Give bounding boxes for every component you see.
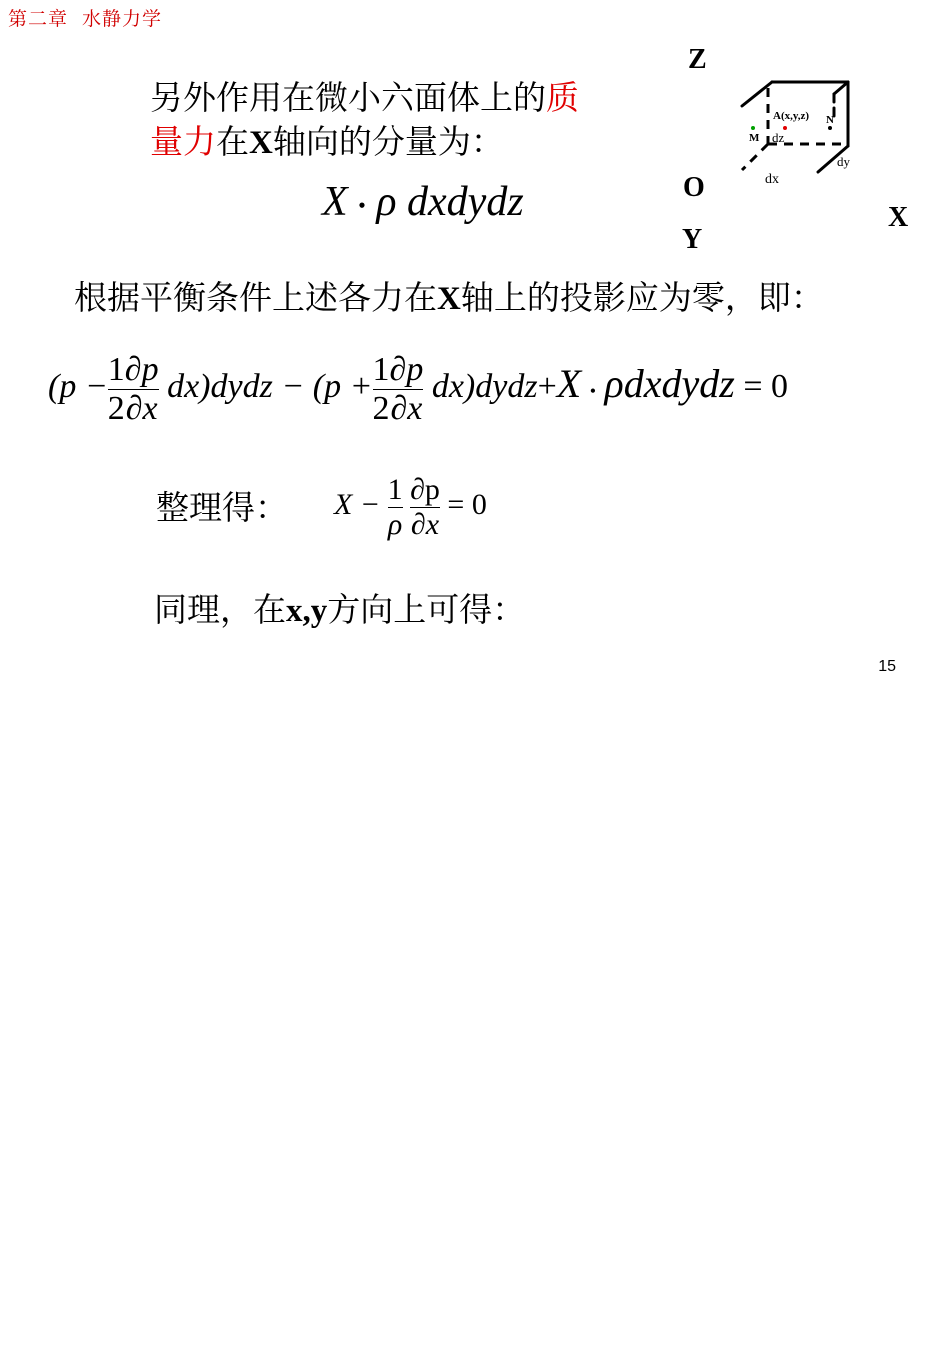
intro-text-2a: 在 (216, 122, 249, 161)
balance-text-1: 根据平衡条件上述各力在 (74, 278, 437, 317)
chapter-number: 第二章 (8, 8, 69, 30)
formula-rho: ρ (376, 179, 397, 225)
eq-plus: + (537, 367, 557, 405)
similarly-text-2: 方向上可得： (327, 590, 526, 629)
simplified-equation (334, 474, 487, 540)
eq-differentials: dxdydz (623, 360, 735, 406)
eq-partial-1-den: ∂x (125, 389, 158, 427)
formula-dot: • (358, 192, 366, 218)
eq-dot: • (589, 380, 597, 401)
eq-x: X (556, 360, 582, 406)
eq-half-1-num: 1 (107, 351, 125, 388)
point-m-label: M (749, 132, 760, 144)
formula-differentials: dxdydz (407, 179, 524, 225)
axis-y-label: Y (682, 224, 703, 255)
mass-force-formula (322, 178, 524, 226)
dz-label: dz (772, 130, 785, 145)
similarly-sentence (154, 586, 525, 635)
eq-partial-2-den: ∂x (390, 389, 423, 427)
dy-label: dy (837, 154, 850, 169)
eq-middle-term: dx)dydz − (p + (167, 367, 373, 405)
eq-partial-2-num: ∂p (389, 351, 424, 388)
chapter-title: 水静力学 (82, 8, 163, 30)
simp-partial-num: ∂p (410, 473, 440, 506)
intro-x-axis: X (249, 125, 273, 161)
intro-highlight-1: 质 (546, 78, 579, 117)
chapter-header (8, 4, 162, 31)
axis-z-label: Z (688, 44, 707, 75)
axis-x-label: X (888, 202, 909, 233)
eq-half-1 (108, 352, 125, 426)
equilibrium-equation (48, 352, 788, 426)
intro-line-2 (150, 118, 504, 167)
simp-inverse-rho-num: 1 (387, 473, 403, 506)
intro-highlight-2: 量力 (150, 122, 216, 161)
hexahedron-diagram (680, 40, 930, 265)
eq-partial-1-num: ∂p (124, 351, 159, 388)
balance-x-axis: X (437, 281, 461, 317)
simp-partial-den: ∂x (410, 507, 440, 541)
intro-text-2b: 轴向的分量为： (272, 122, 504, 161)
eq-half-2-num: 1 (372, 351, 390, 388)
eq-open-term: (p − (48, 367, 108, 405)
similarly-axes: x,y (286, 593, 328, 629)
simplified-label: 整理得： (156, 488, 288, 527)
simp-inverse-rho (388, 474, 403, 540)
balance-sentence (74, 274, 824, 323)
formula-x: X (322, 179, 348, 225)
dx-label: dx (765, 172, 779, 187)
eq-half-2-den: 2 (372, 389, 390, 427)
intro-line-1 (150, 74, 579, 122)
balance-text-2: 轴上的投影应为零，即： (460, 278, 824, 317)
eq-equals-zero: = 0 (743, 367, 788, 405)
page-number: 15 (878, 658, 896, 675)
axis-o-label: O (683, 172, 705, 203)
simp-equals-zero: = 0 (447, 487, 487, 521)
eq-rho: ρ (604, 360, 624, 406)
eq-half-2 (373, 352, 390, 426)
eq-partial-2 (390, 352, 424, 426)
simp-inverse-rho-den: ρ (387, 507, 403, 541)
simp-x: X − (334, 487, 381, 521)
eq-partial-1 (125, 352, 159, 426)
simp-partial (410, 474, 440, 540)
intro-text-1: 另外作用在微小六面体上的 (150, 78, 546, 117)
eq-second-tail: dx)dydz (431, 367, 538, 405)
similarly-text-1: 同理，在 (154, 590, 286, 629)
point-a-label: A(x,y,z) (773, 110, 810, 122)
point-n-label: N (826, 114, 834, 126)
eq-half-1-den: 2 (107, 389, 125, 427)
